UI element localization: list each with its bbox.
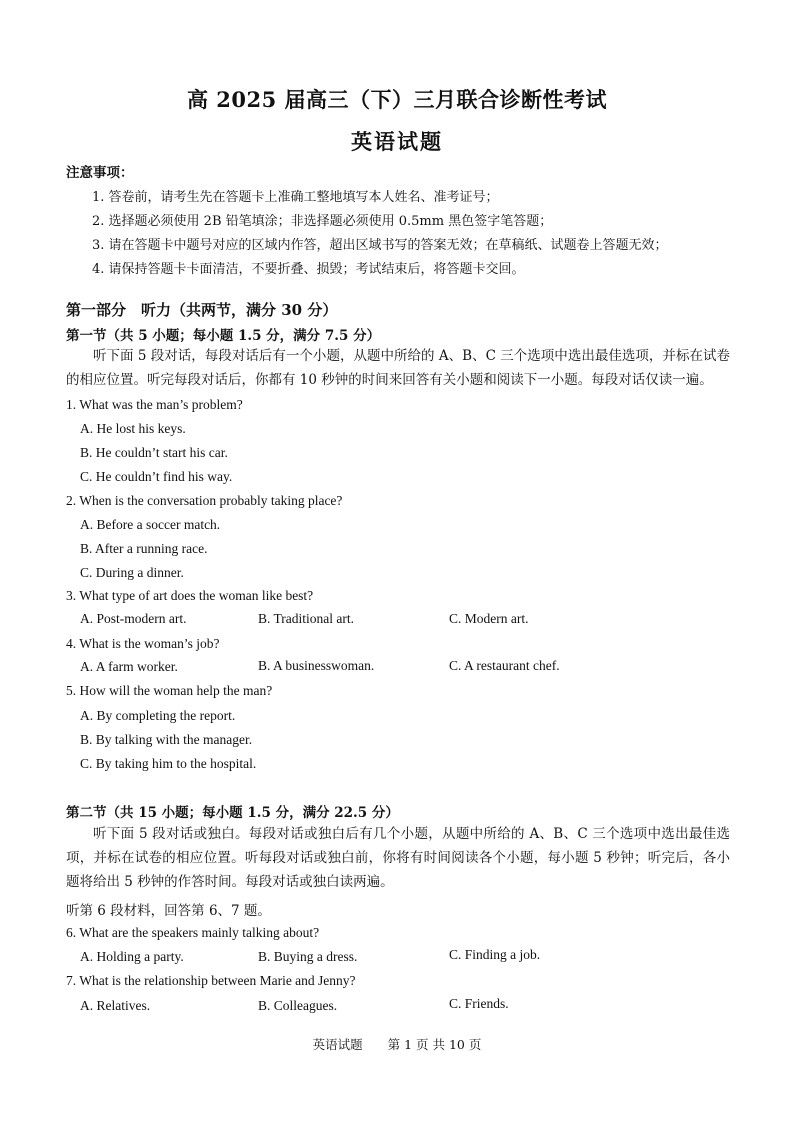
question-option: C. Friends. [449,996,509,1011]
question-option: B. A businesswoman. [258,658,375,673]
part1-heading: 第一部分 听力（共两节，满分 30 分） [66,301,338,319]
question-option: C. During a dinner. [80,565,184,580]
section2-heading: 第二节（共 15 小题；每小题 1.5 分，满分 22.5 分） [66,805,399,821]
question-option: C. By taking him to the hospital. [80,756,257,771]
question-stem: 4. What is the woman’s job? [66,636,220,651]
question-option: C. He couldn’t find his way. [80,469,233,484]
exam-subtitle: 英语试题 [351,129,443,154]
question-option: B. By talking with the manager. [80,732,253,747]
question-stem: 5. How will the woman help the man? [66,683,273,698]
question-stem: 3. What type of art does the woman like best? [66,588,314,603]
question-option: B. After a running race. [80,541,208,556]
section1-heading: 第一节（共 5 小题；每小题 1.5 分，满分 7.5 分） [66,328,381,344]
question-option: B. He couldn’t start his car. [80,445,228,460]
question-option: A. Post-modern art. [80,611,187,626]
section1-instructions: 听下面 5 段对话，每段对话后有一个小题，从题中所给的 A、B、C 三个选项中选出最佳选项，并标在试卷的相应位置。听完每段对话后，你都有 10 秒钟的时间来回答有关小题和阅读下一小题。每段对话仅读一遍。 [66,348,730,388]
question-option: B. Traditional art. [258,611,355,626]
question-option: C. Modern art. [449,611,529,626]
question-stem: 2. When is the conversation probably taking place? [66,493,343,508]
question-option: C. Finding a job. [449,947,541,962]
question-option: B. Colleagues. [258,998,338,1013]
notice-item: 4. 请保持答题卡卡面清洁，不要折叠、损毁；考试结束后，将答题卡交回。 [92,262,525,277]
question-option: A. Relatives. [80,998,151,1013]
question-option: A. He lost his keys. [80,421,186,436]
section2-instructions: 听下面 5 段对话或独白。每段对话或独白后有几个小题，从题中所给的 A、B、C 三个选项中选出最佳选项，并标在试卷的相应位置。听每段对话或独白前，你将有时间阅读各个小题，每小题 5 秒钟；听完后，各小题将给出 5 秒钟的作答时间。每段对话或独白读两遍。 [66,826,730,890]
question-stem: 7. What is the relationship between Marie and Jenny? [66,973,356,988]
question-option: C. A restaurant chef. [449,658,560,673]
question-option: A. Holding a party. [80,949,184,964]
notice-item: 1. 答卷前，请考生先在答题卡上准确工整地填写本人姓名、准考证号； [92,190,499,205]
question-option: A. By completing the report. [80,708,236,723]
exam-title: 高 2025 届高三（下）三月联合诊断性考试 [186,87,608,112]
material-note: 听第 6 段材料，回答第 6、7 题。 [66,903,271,919]
question-stem: 6. What are the speakers mainly talking about? [66,925,320,940]
page-footer: 英语试题 第 1 页 共 10 页 [312,1037,482,1052]
question-option: B. Buying a dress. [258,949,358,964]
question-option: A. A farm worker. [80,659,178,674]
notice-item: 2. 选择题必须使用 2B 铅笔填涂；非选择题必须使用 0.5mm 黑色签字笔答题； [92,214,553,229]
notice-heading: 注意事项： [66,165,134,181]
question-stem: 1. What was the man’s problem? [66,397,243,412]
question-option: A. Before a soccer match. [80,517,221,532]
notice-item: 3. 请在答题卡中题号对应的区域内作答，超出区域书写的答案无效；在草稿纸、试题卷上答题无效； [92,238,668,253]
